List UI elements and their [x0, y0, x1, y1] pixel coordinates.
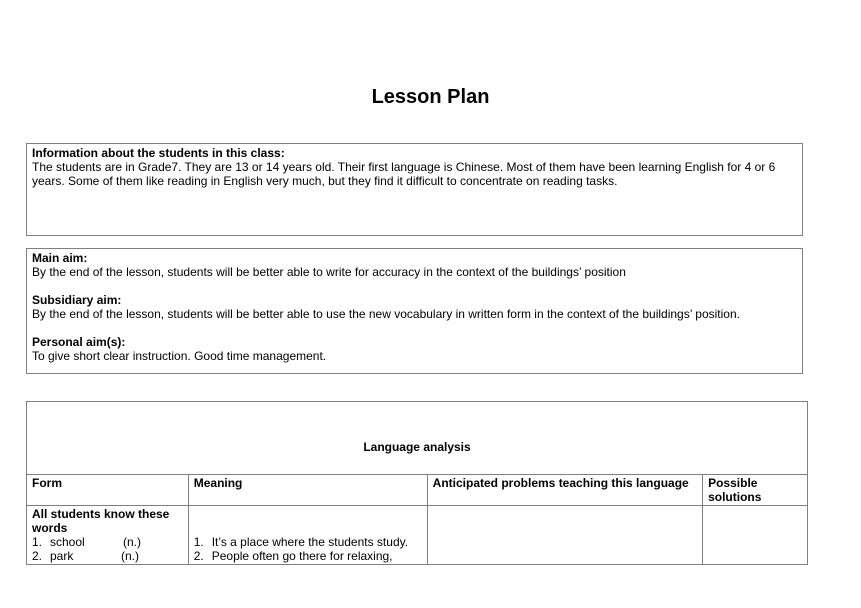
word: school: [50, 535, 85, 549]
personal-aim-heading: Personal aim(s):: [32, 335, 126, 349]
header-meaning: Meaning: [188, 475, 427, 506]
main-aim-heading: Main aim:: [32, 251, 88, 265]
language-analysis-title: Language analysis: [27, 402, 808, 475]
language-analysis-table: [26, 401, 808, 565]
students-info-text: The students are in Grade7. They are 13 or 14 years old. Their first language is Chinese. Most of them have been learning English for 4 or 6 years. Some of them like reading in English very much, but they find it difficult to concentrate on reading tasks.: [32, 160, 776, 188]
word: park: [50, 549, 74, 563]
list-item: 2. People often go there for relaxing,: [193, 549, 393, 563]
form-cell: [27, 506, 189, 565]
form-heading: All students know these words: [32, 507, 170, 535]
list-item: 1. It’s a place where the students study.: [193, 535, 409, 549]
header-form: Form: [27, 475, 189, 506]
anticipated-problems-cell: [427, 506, 702, 565]
table-header-row: [27, 475, 808, 506]
header-possible-solutions: Possible solutions: [703, 475, 808, 506]
list-item: 2. park (n.): [32, 549, 139, 563]
students-info-heading: Information about the students in this class:: [32, 146, 285, 160]
page-title: Lesson Plan: [371, 86, 490, 108]
part-of-speech: (n.): [123, 535, 141, 549]
list-item: 1. school (n.): [32, 535, 141, 549]
subsidiary-aim-heading: Subsidiary aim:: [32, 293, 122, 307]
header-anticipated-problems: Anticipated problems teaching this language: [427, 475, 702, 506]
personal-aim-text: To give short clear instruction. Good time management.: [32, 349, 327, 363]
possible-solutions-cell: [703, 506, 808, 565]
subsidiary-aim-text: By the end of the lesson, students will be better able to use the new vocabulary in written form in the context of the buildings’ position.: [32, 307, 740, 321]
meaning-cell: [188, 506, 427, 565]
part-of-speech: (n.): [121, 549, 139, 563]
table-row: [27, 506, 808, 565]
main-aim-text: By the end of the lesson, students will be better able to write for accuracy in the context of the buildings’ position: [32, 265, 626, 279]
students-info-box: [26, 143, 803, 236]
aims-box: [26, 248, 803, 374]
